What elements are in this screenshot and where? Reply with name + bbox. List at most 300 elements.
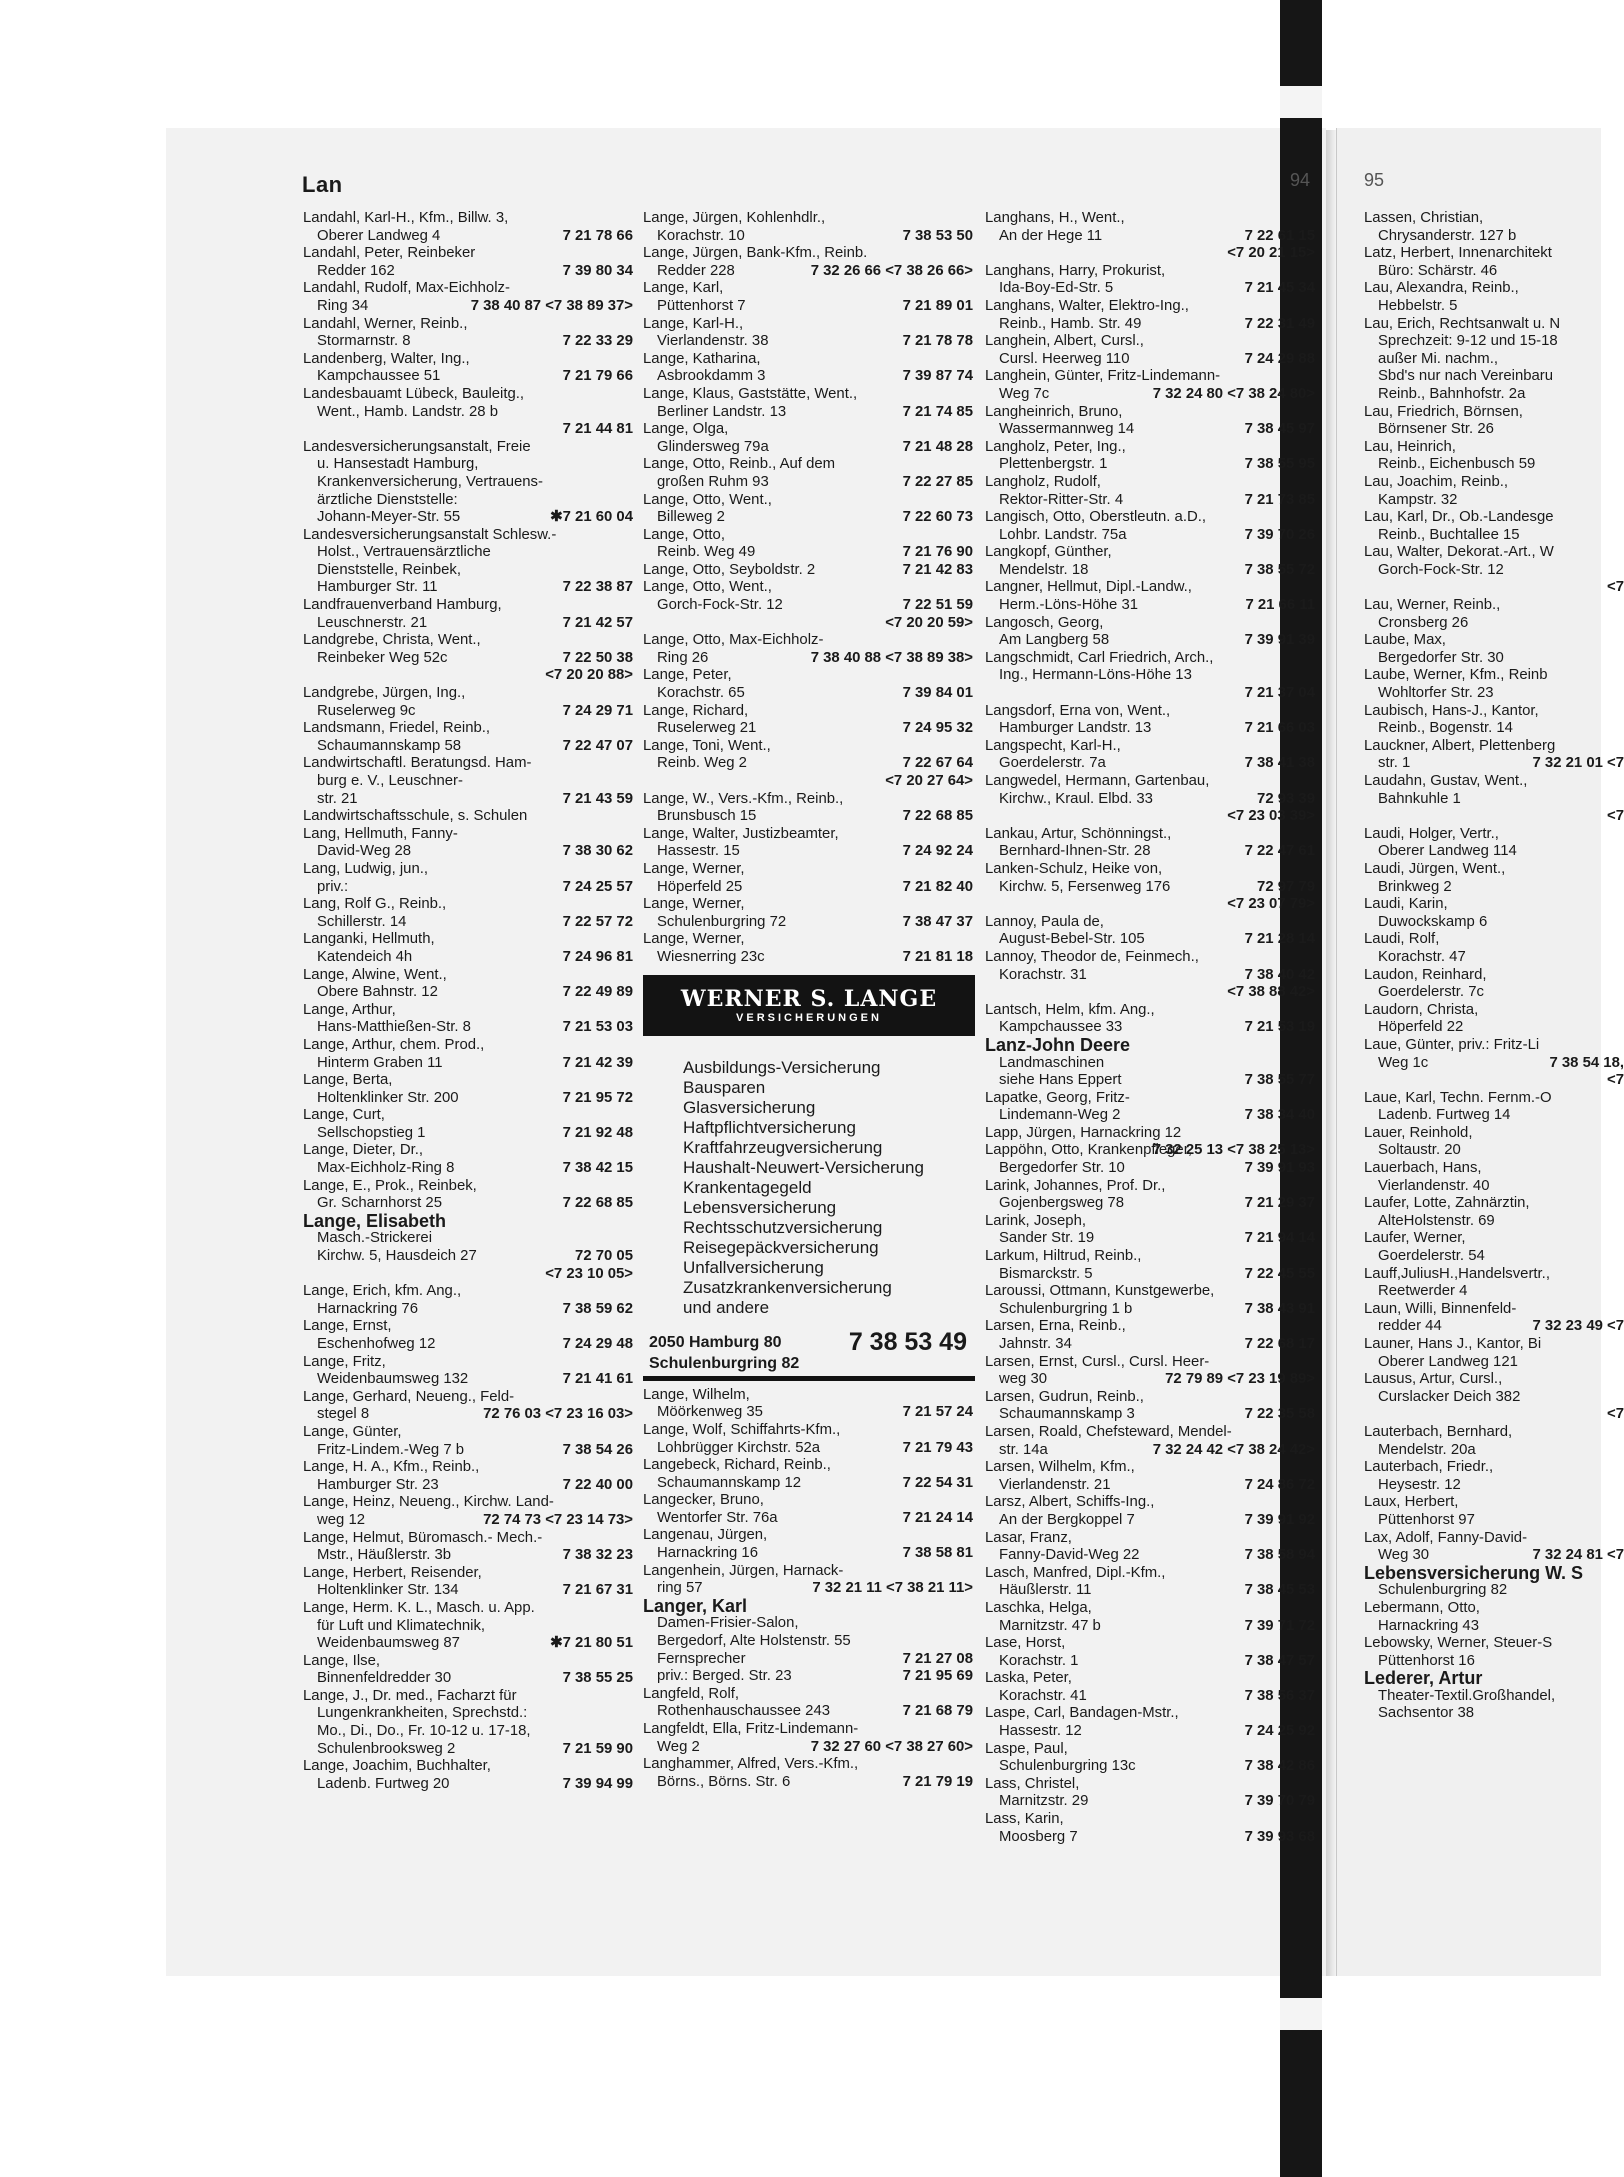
entry-detail: außer Mi. nachm., (1378, 350, 1498, 367)
directory-entry (1364, 1230, 1624, 1265)
entry-detail: Bahnkuhle 1 (1378, 790, 1461, 807)
entry-detail: Möörkenweg 35 7 21 57 24 (657, 1404, 973, 1421)
directory-entry (303, 351, 633, 386)
entry-name: Langner, Hellmut, Dipl.-Landw., (985, 579, 1192, 596)
entry-phone: 7 39 91 92 (1244, 1511, 1315, 1528)
entry-name: Lasar, Franz, (985, 1529, 1072, 1546)
binding-notch (1280, 86, 1322, 118)
directory-column-1 (303, 210, 633, 1793)
entry-detail: Stormarnstr. 8 7 22 33 29 (317, 333, 633, 350)
entry-detail: str. 1 7 32 21 01 <7 (1378, 755, 1624, 772)
directory-entry (303, 1283, 633, 1318)
directory-entry (1364, 861, 1624, 896)
directory-entry (985, 509, 1315, 544)
entry-detail: Sachsentor 38 (1378, 1705, 1475, 1722)
directory-entry (303, 931, 633, 966)
entry-name: Langwedel, Hermann, Gartenbau, (985, 773, 1210, 789)
directory-entry (985, 544, 1315, 579)
entry-phone: 7 22 49 89 (562, 984, 633, 1001)
entry-name: Lederer, Artur (1364, 1668, 1483, 1689)
entry-name: Langhammer, Alfred, Vers.-Kfm., (643, 1756, 859, 1773)
entry-detail: Am Langberg 58 7 39 91 39 (999, 632, 1315, 649)
directory-entry (643, 931, 973, 966)
entry-phone: 7 38 40 88 <7 38 89 38> (810, 649, 973, 666)
entry-detail: Bismarckstr. 5 7 22 45 55 (999, 1265, 1315, 1282)
entry-detail: Gojenbergsweg 78 7 21 29 37 (999, 1195, 1315, 1212)
entry-name: Laroussi, Ottmann, Kunstgewerbe, (985, 1283, 1215, 1300)
entry-phone: 7 21 74 85 (902, 403, 973, 420)
entry-detail: Bergedorfer Str. 10 7 39 91 93 (999, 1160, 1315, 1177)
entry-detail: Leuschnerstr. 21 7 21 42 57 (317, 614, 633, 631)
directory-column-4 (1364, 210, 1624, 1723)
entry-phone: 7 21 78 78 (902, 333, 973, 350)
entry-detail: Masch.-Strickerei (317, 1230, 433, 1247)
entry-phone: 7 22 57 72 (562, 913, 633, 930)
entry-detail: Höperfeld 25 7 21 82 40 (657, 878, 973, 895)
entry-detail: Reinb. Weg 49 7 21 76 90 (657, 544, 973, 561)
directory-entry (643, 1721, 973, 1756)
directory-entry (303, 826, 633, 861)
directory-entry (1364, 544, 1624, 597)
entry-name: Laudahn, Gustav, Went., (1364, 773, 1528, 789)
ad-service-item: Lebensversicherung (683, 1197, 837, 1217)
entry-detail: Schulenburgring 82 (1378, 1582, 1508, 1599)
directory-entry (303, 861, 633, 896)
entry-name: Lange, Otto, Reinb., Auf dem (643, 456, 836, 473)
directory-entry (985, 650, 1315, 703)
entry-phone: 7 21 92 48 (562, 1124, 633, 1141)
entry-name: Langsdorf, Erna von, Went., (985, 702, 1171, 719)
entry-phone: 7 38 32 23 (562, 1547, 633, 1564)
directory-entry (303, 685, 633, 720)
entry-detail: Holtenklinker Str. 134 7 21 67 31 (317, 1582, 633, 1599)
entry-detail: Reinb., Buchtallee 15 (1378, 526, 1520, 543)
entry-phone: 7 38 40 42 (1244, 966, 1315, 983)
entry-name: Lange, Walter, Justizbeamter, (643, 825, 839, 842)
entry-detail: Goerdelerstr. 7c (1378, 984, 1484, 1001)
entry-name: Langecker, Bruno, (643, 1492, 764, 1509)
entry-detail: Goerdelerstr. 54 (1378, 1248, 1485, 1265)
entry-phone: 72 97 79 (1257, 878, 1315, 895)
entry-detail: Püttenhorst 7 7 21 89 01 (657, 297, 973, 314)
directory-entry (1364, 967, 1624, 1002)
entry-phone: 7 24 29 48 (562, 1336, 633, 1352)
entry-phone: 7 38 45 97 (1244, 421, 1315, 438)
entry-detail: Börns., Börns. Str. 6 7 21 79 19 (657, 1773, 973, 1790)
entry-name: Lange, Berta, (303, 1072, 393, 1089)
entry-detail: Kampchaussee 51 7 21 79 66 (317, 368, 633, 385)
entry-name: Lebermann, Otto, (1364, 1599, 1480, 1616)
entry-phone: 7 38 54 26 (562, 1441, 633, 1458)
entry-name: Laue, Günter, priv.: Fritz-Li (1364, 1036, 1540, 1053)
directory-entry (985, 1776, 1315, 1811)
entry-phone: 7 21 24 14 (902, 1509, 973, 1526)
directory-entry (985, 703, 1315, 738)
entry-detail: Ring 34 7 38 40 87 <7 38 89 37> (317, 297, 633, 314)
directory-entry (1364, 1371, 1624, 1424)
entry-phone: 7 39 93 68 (1244, 1828, 1315, 1845)
entry-phone: 7 21 53 03 (562, 1019, 633, 1036)
ad-subtitle: VERSICHERUNGEN (736, 1012, 882, 1025)
entry-phone: 7 22 50 38 (562, 649, 633, 666)
entry-detail: Vierlandenstr. 21 7 24 86 72 (999, 1476, 1315, 1493)
directory-entry (985, 298, 1315, 333)
directory-entry (303, 967, 633, 1002)
entry-phone: 7 39 87 74 (902, 368, 973, 385)
directory-entry (643, 738, 973, 791)
entry-detail: Hassestr. 12 7 24 25 92 (999, 1723, 1315, 1740)
entry-phone: 7 21 79 19 (902, 1773, 973, 1790)
entry-detail: Gorch-Fock-Str. 12 7 22 51 59 (657, 597, 973, 614)
entry-detail: Eschenhofweg 12 7 24 29 48 (317, 1336, 633, 1352)
entry-detail: Bernhard-Ihnen-Str. 28 7 22 47 61 (999, 843, 1315, 860)
directory-entry (303, 1600, 633, 1653)
entry-phone: 7 39 91 39 (1244, 632, 1315, 649)
entry-name: Lange, H. A., Kfm., Reinb., (303, 1459, 480, 1476)
entry-detail: großen Ruhm 93 7 22 27 85 (657, 473, 973, 490)
entry-detail: Chrysanderstr. 127 b (1378, 227, 1517, 244)
ad-brand: WERNER S. LANGE (680, 985, 938, 1012)
entry-name: Lau, Heinrich, (1364, 438, 1456, 455)
directory-entry (1364, 1600, 1624, 1635)
entry-name: Lebowsky, Werner, Steuer-S (1364, 1635, 1553, 1652)
entry-detail: Ladenb. Furtweg 14 (1378, 1107, 1511, 1124)
entry-phone: 7 21 53 19 (1244, 1019, 1315, 1036)
directory-entry (643, 1563, 973, 1598)
entry-name: Langhans, Walter, Elektro-Ing., (985, 297, 1189, 314)
entry-extension: <7 23 10 05> (545, 1265, 633, 1282)
entry-detail: Went., Hamb. Landstr. 28 b (317, 403, 498, 420)
directory-entry (643, 632, 973, 667)
entry-detail: Glindersweg 79a 7 21 48 28 (657, 438, 973, 455)
entry-detail: Moosberg 7 7 39 93 68 (999, 1828, 1315, 1845)
entry-name: Lauerbach, Hans, (1364, 1160, 1482, 1177)
directory-entry (643, 1756, 973, 1791)
directory-entry (985, 404, 1315, 439)
directory-entry (985, 1178, 1315, 1213)
entry-name: Lang, Rolf G., Reinb., (303, 896, 447, 913)
entry-phone: 7 21 37 04 (1244, 685, 1315, 702)
entry-phone: 7 21 41 61 (562, 1371, 633, 1388)
entry-name: Lange, Karl-H., (643, 315, 744, 332)
entry-name: Lange, Dieter, Dr., (303, 1142, 424, 1159)
entry-detail: Plettenbergstr. 1 7 38 55 95 (999, 456, 1315, 473)
advertisement (643, 975, 975, 1381)
entry-name: Lapatke, Georg, Fritz- (985, 1089, 1130, 1106)
entry-phone: 7 21 44 81 (562, 421, 633, 438)
directory-entry (303, 1459, 633, 1494)
ad-footer (643, 1327, 975, 1381)
ad-street: Schulenburgring 82 (649, 1354, 800, 1372)
directory-entry (1364, 1125, 1624, 1160)
ad-service-item: Rechtsschutzversicherung (683, 1217, 883, 1237)
entry-detail: Häußlerstr. 11 7 38 45 53 (999, 1582, 1315, 1599)
entry-name: Lange, Wolf, Schiffahrts-Kfm., (643, 1421, 841, 1438)
entry-name: Laufer, Werner, (1364, 1230, 1466, 1247)
entry-phone: 7 21 42 57 (562, 614, 633, 631)
entry-phone: 7 38 55 95 (1244, 456, 1315, 473)
entry-name: Lange, Peter, (643, 667, 732, 684)
entry-extension: <7 20 20 59> (885, 614, 973, 631)
entry-detail: weg 12 72 74 73 <7 23 14 73> (317, 1511, 633, 1528)
entry-name: Lau, Joachim, Reinb., (1364, 473, 1509, 490)
entry-name: Lax, Adolf, Fanny-David- (1364, 1529, 1528, 1546)
page-number-left: 94 (1290, 170, 1311, 190)
directory-entry (303, 1653, 633, 1688)
entry-phone: ✱7 21 60 04 (550, 509, 633, 526)
page-number-right: 95 (1364, 170, 1385, 190)
entry-phone: 7 21 28 14 (1244, 931, 1315, 948)
entry-phone: 7 32 24 80 <7 38 24 80> (1152, 385, 1315, 402)
entry-phone: 7 24 29 71 (562, 702, 633, 719)
entry-phone: 7 39 80 34 (562, 262, 633, 279)
directory-entry (985, 474, 1315, 509)
entry-name: Lase, Horst, (985, 1635, 1066, 1652)
directory-entry (643, 861, 973, 896)
entry-name: Landahl, Werner, Reinb., (303, 315, 468, 332)
entry-detail: Holst., Vertrauensärztliche (317, 544, 491, 561)
entry-name: Laska, Peter, (985, 1670, 1072, 1687)
directory-entry (1364, 773, 1624, 826)
entry-phone: 7 38 43 91 (1244, 1300, 1315, 1317)
entry-detail: Ing., Hermann-Löns-Höhe 13 (999, 667, 1192, 684)
entry-detail: Weidenbaumsweg 87 ✱7 21 80 51 (317, 1635, 633, 1652)
entry-phone: 7 21 95 72 (562, 1089, 633, 1106)
entry-name: Lassen, Christian, (1364, 210, 1484, 226)
entry-name: Lange, Otto, (643, 526, 725, 543)
entry-detail: Lohbr. Landstr. 75a 7 39 70 26 (999, 526, 1315, 543)
entry-phone: 7 32 21 11 <7 38 21 11> (812, 1580, 973, 1597)
entry-name: Laun, Willi, Binnenfeld- (1364, 1300, 1517, 1317)
entry-extension: <7 20 21 15> (1227, 245, 1315, 262)
entry-phone: 7 21 73 85 (1244, 491, 1315, 508)
directory-entry (985, 579, 1315, 614)
directory-entry (985, 439, 1315, 474)
entry-detail: Reinbeker Weg 52c 7 22 50 38 (317, 649, 633, 666)
entry-name: Landfrauenverband Hamburg, (303, 597, 502, 614)
entry-detail: Herm.-Löns-Höhe 31 7 21 66 11 (999, 597, 1315, 614)
directory-entry (303, 1318, 633, 1353)
entry-detail: Hamburger Str. 23 7 22 40 00 (317, 1476, 633, 1493)
directory-entry (1364, 1037, 1624, 1090)
entry-detail: Duwockskamp 6 (1378, 913, 1488, 930)
entry-detail: Weg 7c 7 32 24 80 <7 38 24 80> (999, 385, 1315, 402)
entry-name: Larsz, Albert, Schiffs-Ing., (985, 1494, 1155, 1511)
entry-name: Lanz-John Deere (985, 1034, 1131, 1055)
entry-name: Langfeldt, Ella, Fritz-Lindemann- (643, 1721, 859, 1737)
entry-name: Langenau, Jürgen, (643, 1527, 768, 1544)
entry-name: Lapp, Jürgen, Harnackring 12 (985, 1124, 1182, 1141)
directory-entry (1364, 1530, 1624, 1565)
entry-detail: Vierlandenstr. 40 (1378, 1177, 1490, 1194)
entry-detail: Börnsener Str. 26 (1378, 421, 1494, 438)
entry-name: Landgrebe, Christa, Went., (303, 632, 481, 649)
entry-name: Larkum, Hiltrud, Reinb., (985, 1248, 1142, 1265)
directory-entry (1364, 1635, 1624, 1670)
entry-name: Langhans, H., Went., (985, 210, 1125, 226)
entry-detail: Reinb. Weg 2 7 22 67 64 (657, 755, 973, 772)
entry-phone: 7 32 27 60 <7 38 27 60> (810, 1738, 973, 1755)
entry-detail: Lungenkrankheiten, Sprechstd.: (317, 1705, 528, 1722)
ad-service-item: Krankentagegeld (683, 1177, 812, 1197)
entry-phone: 7 38 40 87 <7 38 89 37> (470, 297, 633, 314)
entry-detail: Obere Bahnstr. 12 7 22 49 89 (317, 984, 633, 1001)
entry-phone: 72 79 89 <7 23 19 89> (1165, 1371, 1315, 1388)
entry-detail: Schaumannskamp 3 7 22 35 58 (999, 1406, 1315, 1423)
directory-entry (1364, 597, 1624, 632)
entry-detail: str. 14a 7 32 24 42 <7 38 24 42> (999, 1441, 1315, 1458)
entry-phone: 7 22 51 59 (902, 597, 973, 614)
entry-detail: Ruselerweg 21 7 24 95 32 (657, 720, 973, 737)
entry-detail: Reinb., Eichenbusch 59 (1378, 456, 1536, 473)
entry-phone: 7 38 54 18, (1549, 1054, 1624, 1071)
directory-entry (985, 1494, 1315, 1529)
ad-service-item: Bausparen (683, 1077, 766, 1097)
entry-detail: Johann-Meyer-Str. 55 ✱7 21 60 04 (317, 509, 633, 526)
entry-phone: 7 21 95 69 (902, 1668, 973, 1685)
directory-entry (985, 333, 1315, 368)
ad-phone: 7 38 53 49 (848, 1327, 967, 1356)
entry-phone: 7 21 79 43 (902, 1439, 973, 1456)
directory-entry (303, 755, 633, 808)
directory-entry (643, 791, 973, 826)
entry-phone: 7 24 25 57 (562, 878, 633, 895)
directory-entry (643, 210, 973, 245)
entry-detail: Püttenhorst 97 (1378, 1511, 1475, 1528)
entry-phone: 7 38 55 72 (1244, 561, 1315, 578)
entry-phone: 7 21 81 18 (902, 948, 973, 965)
entry-detail: Asbrookdamm 3 7 39 87 74 (657, 368, 973, 385)
entry-phone: 7 21 29 37 (1244, 1195, 1315, 1212)
entry-phone: 7 21 27 08 (902, 1650, 973, 1667)
entry-detail: Schulenburgring 72 7 38 47 37 (657, 913, 973, 930)
entry-phone: 7 38 55 77 (1244, 1072, 1315, 1089)
entry-detail: Vierlandenstr. 38 7 21 78 78 (657, 333, 973, 350)
directory-entry (303, 720, 633, 755)
entry-name: Langfeld, Rolf, (643, 1685, 740, 1702)
entry-phone: 72 93 39 (1257, 790, 1315, 807)
entry-detail: Korachstr. 65 7 39 84 01 (657, 685, 973, 702)
entry-detail: Gorch-Fock-Str. 12 (1378, 561, 1504, 578)
entry-phone: 7 22 54 31 (902, 1474, 973, 1491)
entry-name: Launer, Hans J., Kantor, Bi (1364, 1336, 1542, 1352)
entry-name: Lau, Alexandra, Reinb., (1364, 280, 1519, 297)
entry-detail: Reetwerder 4 (1378, 1283, 1468, 1300)
entry-phone: 7 22 40 00 (562, 1476, 633, 1493)
entry-name: Lebensversicherung W. S (1364, 1562, 1584, 1583)
entry-detail: Rothenhauschaussee 243 7 21 68 79 (657, 1703, 973, 1720)
entry-name: Lange, Olga, (643, 421, 729, 438)
directory-entry (985, 738, 1315, 773)
entry-phone: 7 21 78 66 (562, 227, 633, 244)
entry-phone: 7 38 59 62 (562, 1300, 633, 1317)
ad-service-item: Haftpflichtversicherung (683, 1117, 856, 1137)
entry-name: Laubisch, Hans-J., Kantor, (1364, 702, 1539, 719)
entry-detail: Kirchw. 5, Fersenweg 176 72 97 79 (999, 878, 1315, 895)
entry-phone: 7 38 42 86 (1244, 1758, 1315, 1775)
entry-phone: 7 21 57 24 (902, 1404, 973, 1421)
entry-phone: 7 38 58 94 (1244, 1547, 1315, 1564)
entry-detail: burg e. V., Leuschner- (317, 773, 463, 789)
entry-phone: 7 24 29 88 (1244, 350, 1315, 367)
entry-detail: Kampchaussee 33 7 21 53 19 (999, 1019, 1315, 1036)
entry-extension: <7 23 07 79> (1227, 896, 1315, 913)
entry-name: Langhein, Albert, Cursl., (985, 333, 1144, 350)
entry-extension: <7 (1607, 1406, 1624, 1423)
entry-name: Langkopf, Günther, (985, 544, 1112, 561)
entry-name: Langholz, Peter, Ing., (985, 438, 1126, 455)
directory-entry (643, 1527, 973, 1562)
entry-detail: Büro: Schärstr. 46 (1378, 262, 1498, 279)
entry-detail: Weidenbaumsweg 132 7 21 41 61 (317, 1371, 633, 1388)
directory-entry (643, 527, 973, 562)
entry-detail: Sbd's nur nach Vereinbaru (1378, 368, 1554, 385)
entry-extension: <7 20 20 88> (545, 667, 633, 684)
directory-entry (1364, 1002, 1624, 1037)
entry-name: Lange, Helmut, Büromasch.- Mech.- (303, 1529, 543, 1546)
directory-entry (303, 439, 633, 527)
entry-name: Lange, Joachim, Buchhalter, (303, 1758, 491, 1775)
entry-detail: Korachstr. 47 (1378, 948, 1466, 965)
entry-detail: stegel 8 72 76 03 <7 23 16 03> (317, 1406, 633, 1423)
directory-entry (1364, 280, 1624, 315)
directory-entry (985, 1459, 1315, 1494)
directory-entry (985, 1424, 1315, 1459)
entry-phone: 72 70 05 (575, 1248, 633, 1265)
directory-entry (985, 210, 1315, 263)
entry-detail: Ida-Boy-Ed-Str. 5 7 21 45 34 (999, 280, 1315, 297)
entry-name: Lange, Ilse, (303, 1652, 380, 1669)
entry-detail: Brinkweg 2 (1378, 878, 1452, 895)
entry-detail: Fritz-Lindem.-Weg 7 b 7 38 54 26 (317, 1441, 633, 1458)
entry-detail: Sprechzeit: 9-12 und 15-18 (1378, 333, 1558, 350)
directory-entry (1364, 738, 1624, 773)
entry-phone: 7 21 89 01 (902, 297, 973, 314)
entry-detail: Katendeich 4h 7 24 96 81 (317, 948, 633, 965)
entry-name: Laudon, Reinhard, (1364, 966, 1487, 983)
directory-entry (643, 316, 973, 351)
directory-entry (985, 1142, 1315, 1177)
entry-detail: siehe Hans Eppert 7 38 55 77 (999, 1072, 1315, 1089)
entry-phone: 7 22 60 73 (902, 509, 973, 526)
entry-phone: 7 22 47 07 (562, 737, 633, 754)
directory-entry (303, 527, 633, 597)
entry-name: Laufer, Lotte, Zahnärztin, (1364, 1195, 1530, 1212)
entry-phone: ✱7 21 80 51 (550, 1635, 633, 1652)
entry-name: Langer, Karl (643, 1595, 748, 1616)
directory-entry (1364, 703, 1624, 738)
page-gutter (1326, 130, 1336, 1976)
entry-name: Lange, Jürgen, Kohlenhdlr., (643, 210, 826, 226)
entry-detail: Krankenversicherung, Vertrauens- (317, 473, 543, 490)
entry-name: Langhein, Günter, Fritz-Lindemann- (985, 368, 1221, 385)
entry-detail: Mendelstr. 18 7 38 55 72 (999, 561, 1315, 578)
entry-detail: Max-Eichholz-Ring 8 7 38 42 15 (317, 1160, 633, 1177)
entry-detail: Cronsberg 26 (1378, 614, 1469, 631)
entry-phone: 7 21 66 03 (1244, 720, 1315, 737)
entry-name: Langebeck, Richard, Reinb., (643, 1457, 831, 1474)
entry-name: Lange, Werner, (643, 896, 745, 913)
entry-detail: Jahnstr. 34 7 22 68 17 (999, 1336, 1315, 1352)
directory-entry (985, 1565, 1315, 1600)
entry-phone: 7 22 31 49 (1244, 315, 1315, 332)
directory-entry (1364, 245, 1624, 280)
entry-detail: Reinb., Hamb. Str. 49 7 22 31 49 (999, 315, 1315, 332)
directory-entry (303, 245, 633, 280)
entry-name: Laschka, Helga, (985, 1599, 1092, 1616)
entry-name: Lappöhn, Otto, Krankenpfleger, (985, 1142, 1192, 1159)
entry-detail: Weg 30 7 32 24 81 <7 (1378, 1547, 1624, 1564)
